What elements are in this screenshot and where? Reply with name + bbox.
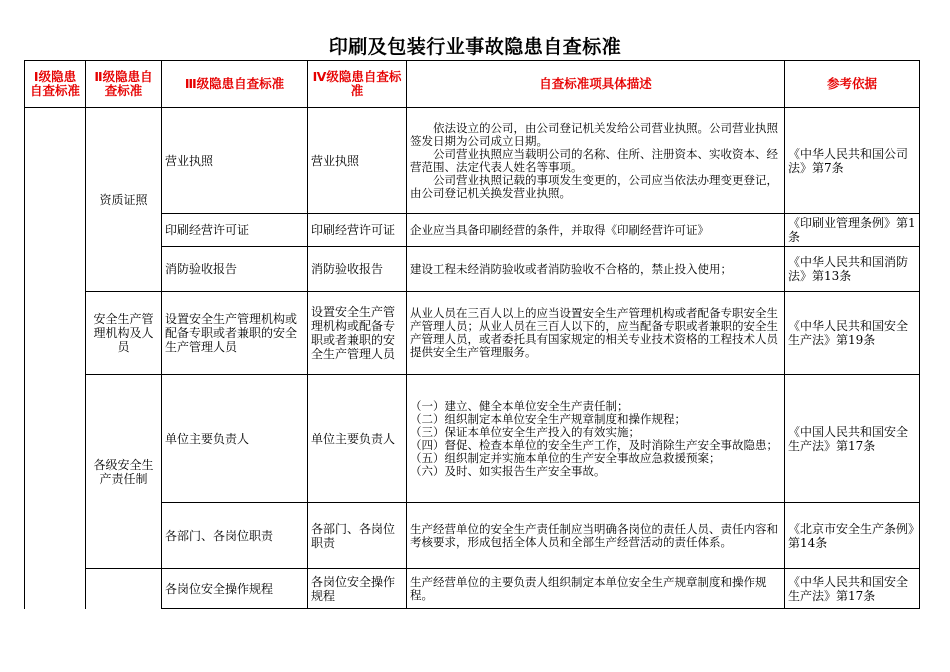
level3-cell: 各岗位安全操作规程 xyxy=(162,569,308,609)
header-level2: Ⅱ级隐患自查标准 xyxy=(86,61,162,108)
level4-cell: 各岗位安全操作规程 xyxy=(308,569,407,609)
description-cell xyxy=(407,375,785,503)
header-reference: 参考依据 xyxy=(785,61,920,108)
table-row xyxy=(25,108,920,214)
description-cell xyxy=(407,108,785,214)
group-cell-qualification: 资质证照 xyxy=(86,108,162,292)
header-level1: Ⅰ级隐患自查标准 xyxy=(25,61,86,108)
reference-cell: 《印刷业管理条例》第1条 xyxy=(785,214,920,247)
header-level4: Ⅳ级隐患自查标准 xyxy=(308,61,407,108)
level3-cell: 营业执照 xyxy=(162,108,308,214)
level4-cell: 设置安全生产管理机构或配备专职或者兼职的安全生产管理人员 xyxy=(308,292,407,375)
description-cell: 生产经营单位的安全生产责任制应当明确各岗位的责任人员、责任内容和考核要求，形成包括全体人员和全部生产经营活动的责任体系。 xyxy=(407,503,785,569)
level3-cell: 单位主要负责人 xyxy=(162,375,308,503)
level3-cell: 设置安全生产管理机构或配备专职或者兼职的安全生产管理人员 xyxy=(162,292,308,375)
level1-cell xyxy=(25,108,86,609)
table-row xyxy=(25,375,920,503)
header-description: 自查标准项具体描述 xyxy=(407,61,785,108)
group-cell-management: 安全生产管理机构及人员 xyxy=(86,292,162,375)
header-level3: Ⅲ级隐患自查标准 xyxy=(162,61,308,108)
description-line: 依法设立的公司，由公司登记机关发给公司营业执照。公司营业执照签发日期为公司成立日期。 xyxy=(410,120,778,148)
reference-cell: 《中华人民共和国安全生产法》第19条 xyxy=(785,292,920,375)
level4-cell: 消防验收报告 xyxy=(308,247,407,292)
reference-cell: 《中国人民共和国安全生产法》第17条 xyxy=(785,375,920,503)
table-row xyxy=(25,292,920,375)
reference-cell: 《北京市安全生产条例》第14条 xyxy=(785,503,920,569)
table-row xyxy=(25,569,920,609)
page-title: 印刷及包装行业事故隐患自查标准 xyxy=(328,36,622,58)
header-row xyxy=(25,61,920,108)
group-cell-empty xyxy=(86,569,162,609)
level4-cell: 印刷经营许可证 xyxy=(308,214,407,247)
description-line: 公司营业执照应当载明公司的名称、住所、注册资本、实收资本、经营范围、法定代表人姓名等事项。 xyxy=(410,146,778,174)
description-cell: 企业应当具备印刷经营的条件，并取得《印刷经营许可证》 xyxy=(407,214,785,247)
description-cell: 建设工程未经消防验收或者消防验收不合格的，禁止投入使用； xyxy=(407,247,785,292)
level3-cell: 消防验收报告 xyxy=(162,247,308,292)
level4-cell: 营业执照 xyxy=(308,108,407,214)
description-line: （四）督促、检查本单位的安全生产工作，及时消除生产安全事故隐患； xyxy=(410,437,778,452)
description-cell: 生产经营单位的主要负责人组织制定本单位安全生产规章制度和操作规程。 xyxy=(407,569,785,609)
standards-table xyxy=(24,60,920,609)
reference-cell: 《中华人民共和国公司法》第7条 xyxy=(785,108,920,214)
description-line: （三）保证本单位安全生产投入的有效实施； xyxy=(410,424,640,439)
description-line: （五）组织制定并实施本单位的生产安全事故应急救援预案； xyxy=(410,450,721,465)
reference-cell: 《中华人民共和国安全生产法》第17条 xyxy=(785,569,920,609)
level4-cell: 单位主要负责人 xyxy=(308,375,407,503)
description-line: （六）及时、如实报告生产安全事故。 xyxy=(410,463,606,478)
reference-cell: 《中华人民共和国消防法》第13条 xyxy=(785,247,920,292)
level3-cell: 各部门、各岗位职责 xyxy=(162,503,308,569)
description-line: （一）建立、健全本单位安全生产责任制； xyxy=(410,398,629,413)
level4-cell: 各部门、各岗位职责 xyxy=(308,503,407,569)
description-line: 公司营业执照记载的事项发生变更的，公司应当依法办理变更登记，由公司登记机关换发营业执照。 xyxy=(410,172,778,200)
description-line: （二）组织制定本单位安全生产规章制度和操作规程； xyxy=(410,411,686,426)
level3-cell: 印刷经营许可证 xyxy=(162,214,308,247)
description-cell: 从业人员在三百人以上的应当设置安全生产管理机构或者配备专职安全生产管理人员；从业人员在三百人以下的，应当配备专职或者兼职的安全生产管理人员，或者委托具有国家规定的相关专业技术资格的工程技术人员提供安全生产管理服务。 xyxy=(407,292,785,375)
group-cell-responsibility: 各级安全生产责任制 xyxy=(86,375,162,569)
